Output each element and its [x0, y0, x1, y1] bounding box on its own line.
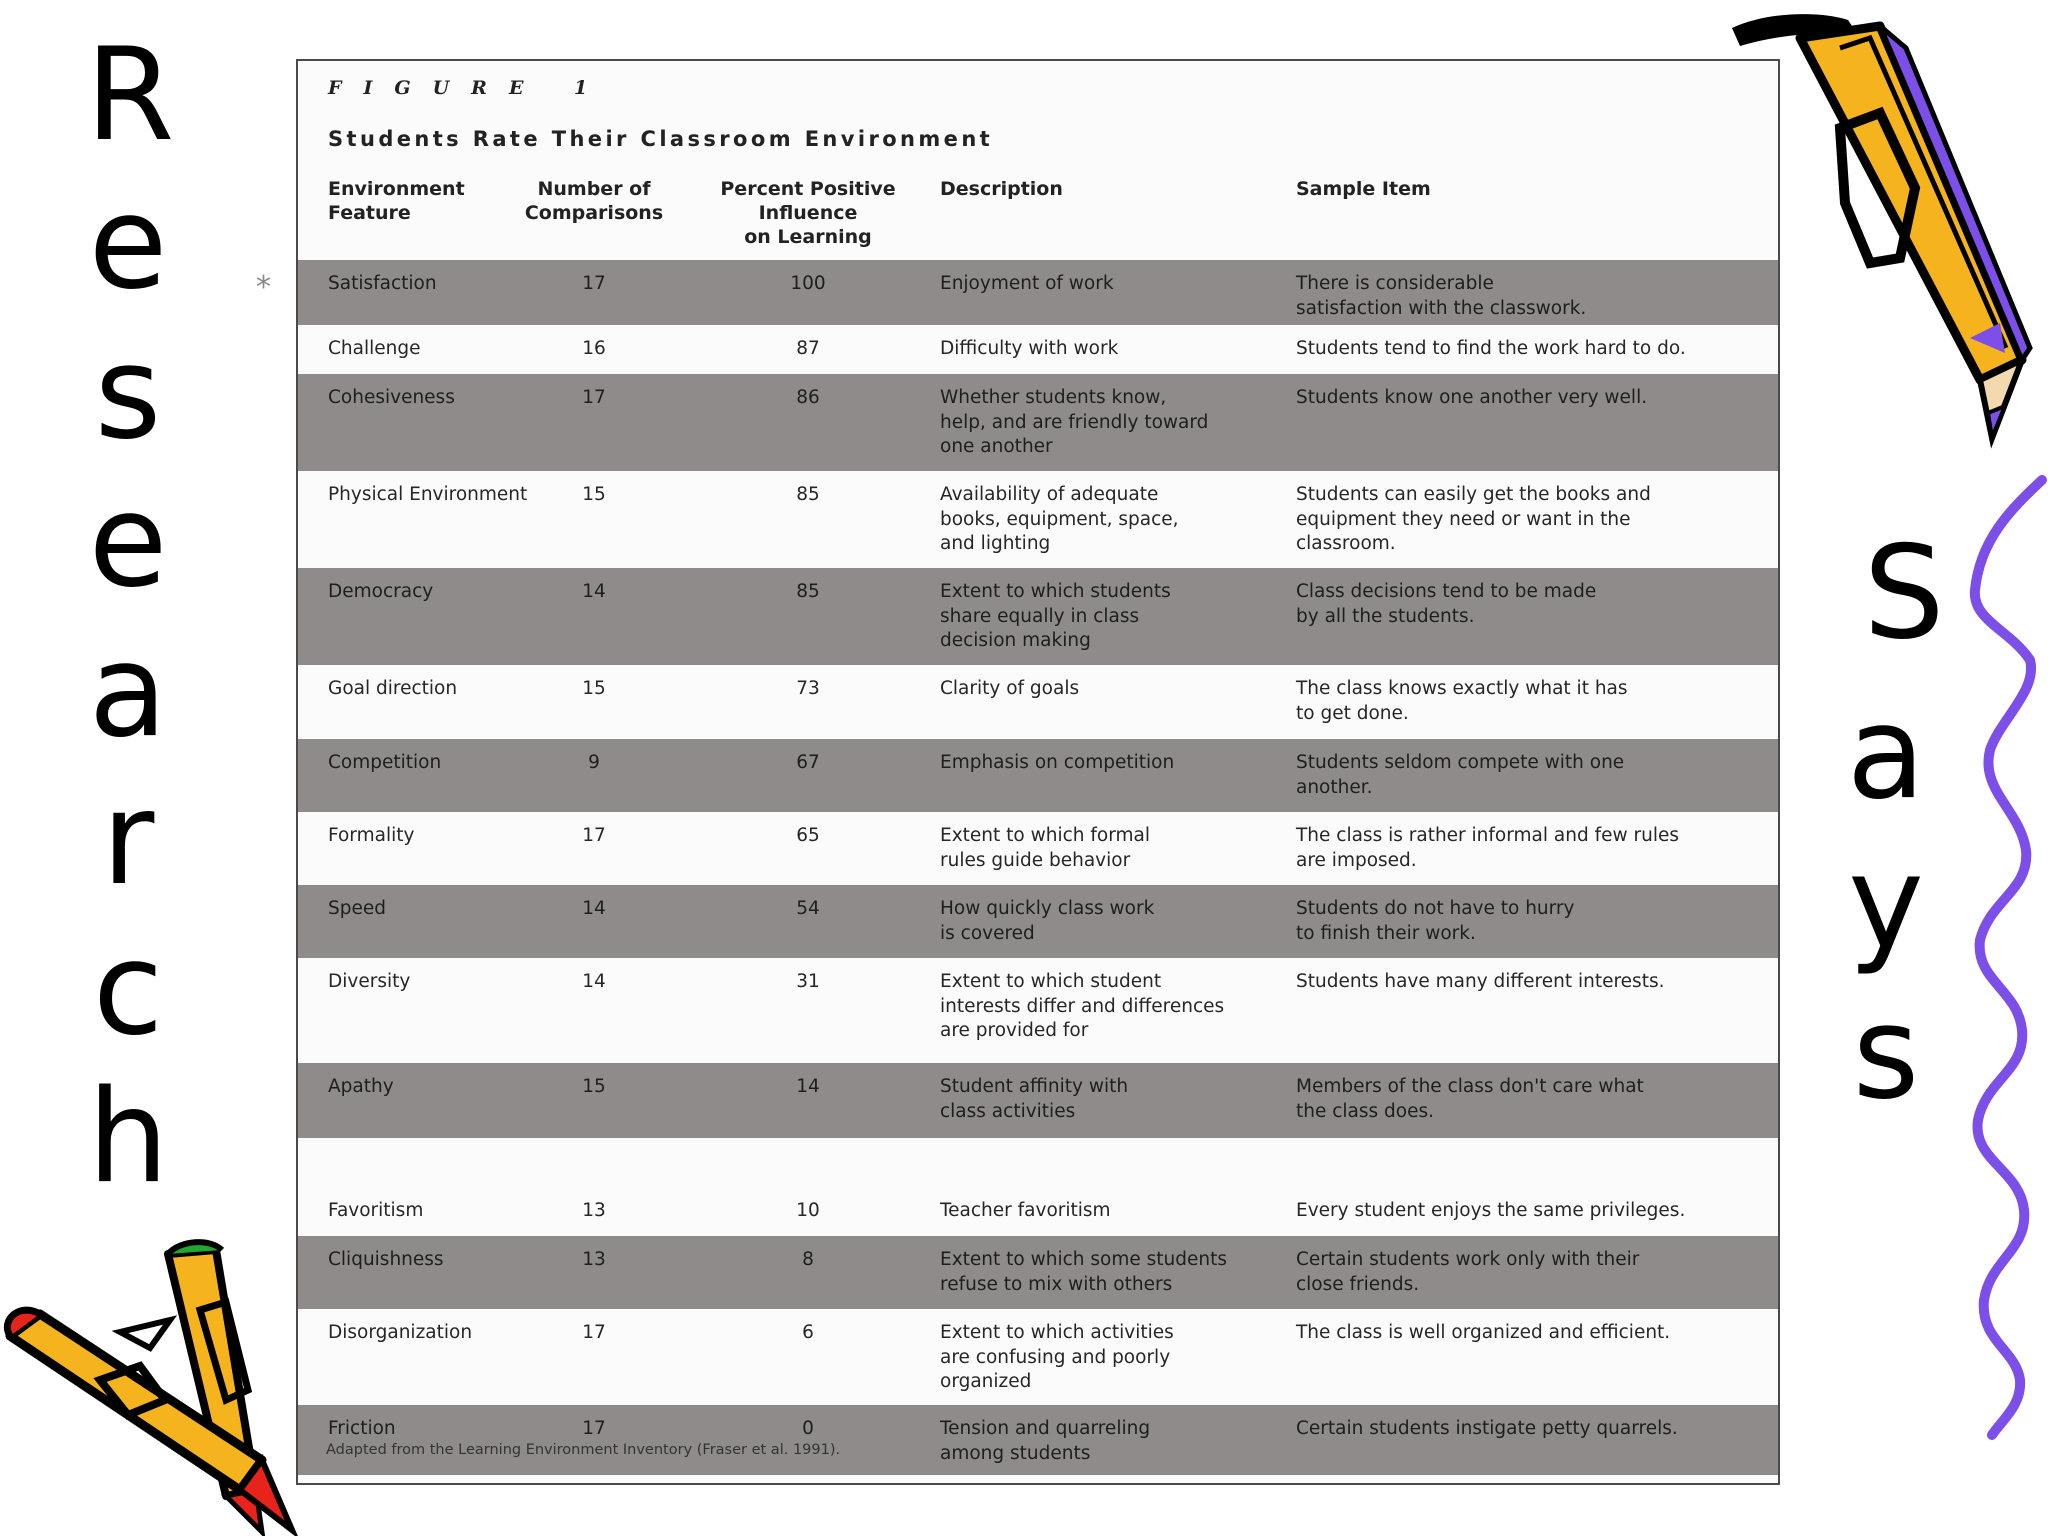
- cell-percent: 54: [796, 898, 820, 919]
- cell-feature: Goal direction: [328, 678, 458, 699]
- cell-description: Difficulty with work: [940, 338, 1119, 359]
- cell-description: Enjoyment of work: [940, 273, 1114, 294]
- cell-comparisons: 13: [582, 1249, 606, 1270]
- table-row: [298, 1236, 1778, 1309]
- cell-percent: 10: [796, 1200, 820, 1221]
- header-description: Description: [940, 178, 1063, 200]
- cell-description: Extent to which students share equally in class decision making: [940, 581, 1171, 651]
- cell-percent: 8: [802, 1249, 814, 1270]
- cell-feature: Cliquishness: [328, 1249, 444, 1270]
- cell-percent: 31: [796, 971, 820, 992]
- pencil-top-right-icon: [1730, 8, 2020, 488]
- cell-comparisons: 14: [582, 971, 606, 992]
- cell-percent: 6: [802, 1322, 814, 1343]
- side-letter: c: [92, 915, 164, 1064]
- cell-feature: Satisfaction: [328, 273, 437, 294]
- cell-sample: Students seldom compete with one another.: [1296, 752, 1625, 798]
- cell-percent: 86: [796, 387, 820, 408]
- side-letter: h: [87, 1063, 169, 1212]
- side-letter: e: [88, 467, 168, 616]
- cell-description: Clarity of goals: [940, 678, 1080, 699]
- cell-comparisons: 15: [582, 484, 606, 505]
- cell-comparisons: 17: [582, 387, 606, 408]
- table-row: [298, 568, 1778, 665]
- cell-sample: The class is rather informal and few rules are imposed.: [1296, 825, 1679, 871]
- table-row: [298, 1309, 1778, 1405]
- cell-sample: Class decisions tend to be made by all the students.: [1296, 581, 1597, 627]
- cell-feature: Formality: [328, 825, 415, 846]
- cell-sample: Certain students work only with their close friends.: [1296, 1249, 1640, 1295]
- cell-description: Tension and quarreling among students: [940, 1418, 1151, 1464]
- table-row: [298, 374, 1778, 471]
- cell-percent: 67: [796, 752, 820, 773]
- cell-feature: Apathy: [328, 1076, 394, 1097]
- cell-sample: Students tend to find the work hard to do.: [1296, 338, 1686, 359]
- cell-feature: Friction: [328, 1418, 396, 1439]
- side-letter: R: [85, 21, 175, 170]
- footnote: Adapted from the Learning Environment Inventory (Fraser et al. 1991).: [326, 1442, 841, 1458]
- cell-sample: Every student enjoys the same privileges.: [1296, 1200, 1686, 1221]
- cell-comparisons: 17: [582, 825, 606, 846]
- cell-percent: 73: [796, 678, 820, 699]
- cell-percent: 87: [796, 338, 820, 359]
- cell-feature: Speed: [328, 898, 386, 919]
- table-row: [298, 885, 1778, 958]
- cell-comparisons: 15: [582, 1076, 606, 1097]
- header-percent: Percent Positive Influence on Learning: [720, 178, 896, 248]
- side-letter: e: [88, 169, 168, 318]
- table-row: [298, 1063, 1778, 1138]
- cell-sample: Certain students instigate petty quarrels.: [1296, 1418, 1678, 1439]
- table-row: [298, 739, 1778, 812]
- cell-feature: Disorganization: [328, 1322, 473, 1343]
- cell-description: Emphasis on competition: [940, 752, 1175, 773]
- cell-comparisons: 13: [582, 1200, 606, 1221]
- table-row: [298, 665, 1778, 739]
- cell-comparisons: 17: [582, 1418, 606, 1439]
- cell-percent: 14: [796, 1076, 820, 1097]
- cell-description: Student affinity with class activities: [940, 1076, 1129, 1122]
- figure-panel: [296, 59, 1780, 1485]
- cell-comparisons: 17: [582, 1322, 606, 1343]
- table-row: [298, 260, 1778, 325]
- cell-sample: Students know one another very well.: [1296, 387, 1648, 408]
- cell-description: How quickly class work is covered: [940, 898, 1155, 944]
- table-row: [298, 1187, 1778, 1236]
- table-row: [298, 1405, 1778, 1475]
- cell-description: Extent to which formal rules guide behavior: [940, 825, 1150, 871]
- cell-percent: 65: [796, 825, 820, 846]
- side-letter: a: [1846, 679, 1926, 828]
- cell-feature: Favoritism: [328, 1200, 424, 1221]
- cell-comparisons: 9: [588, 752, 600, 773]
- cell-feature: Democracy: [328, 581, 434, 602]
- cell-feature: Cohesiveness: [328, 387, 455, 408]
- cell-sample: The class is well organized and efficient.: [1296, 1322, 1671, 1343]
- side-letter: a: [88, 617, 168, 766]
- cell-feature: Physical Environment: [328, 484, 528, 505]
- side-letter: S: [1863, 519, 1945, 668]
- cell-comparisons: 14: [582, 581, 606, 602]
- cell-sample: Students can easily get the books and equipment they need or want in the classroom.: [1296, 484, 1651, 554]
- cell-comparisons: 14: [582, 898, 606, 919]
- side-letter: y: [1848, 829, 1924, 978]
- asterisk-mark: *: [256, 270, 271, 305]
- cell-percent: 0: [802, 1418, 814, 1439]
- squiggle-line: [1950, 470, 2048, 1450]
- cell-percent: 85: [796, 484, 820, 505]
- table-row: [298, 958, 1778, 1063]
- cell-sample: Members of the class don't care what the class does.: [1296, 1076, 1644, 1122]
- cell-comparisons: 17: [582, 273, 606, 294]
- header-feature: Environment Feature: [328, 178, 465, 224]
- cell-feature: Competition: [328, 752, 442, 773]
- cell-comparisons: 16: [582, 338, 606, 359]
- pencils-bottom-left-icon: [0, 1240, 300, 1536]
- cell-sample: Students have many different interests.: [1296, 971, 1665, 992]
- cell-description: Extent to which some students refuse to mix with others: [940, 1249, 1227, 1295]
- side-letter: s: [94, 319, 162, 468]
- cell-feature: Challenge: [328, 338, 421, 359]
- cell-percent: 100: [790, 273, 826, 294]
- cell-description: Availability of adequate books, equipment, space, and lighting: [940, 484, 1179, 554]
- cell-description: Whether students know, help, and are friendly toward one another: [940, 387, 1209, 457]
- figure-label: FIGURE 1: [328, 77, 610, 99]
- side-letter: r: [101, 765, 155, 914]
- cell-percent: 85: [796, 581, 820, 602]
- cell-sample: The class knows exactly what it has to get done.: [1296, 678, 1628, 724]
- cell-feature: Diversity: [328, 971, 411, 992]
- table-row: [298, 812, 1778, 885]
- figure-title: Students Rate Their Classroom Environment: [328, 127, 994, 151]
- cell-comparisons: 15: [582, 678, 606, 699]
- side-letter: s: [1852, 979, 1920, 1128]
- cell-description: Teacher favoritism: [940, 1200, 1111, 1221]
- cell-sample: Students do not have to hurry to finish their work.: [1296, 898, 1575, 944]
- header-comparisons: Number of Comparisons: [524, 178, 664, 224]
- cell-sample: There is considerable satisfaction with the classwork.: [1296, 273, 1587, 319]
- table-row: [298, 471, 1778, 568]
- header-sample: Sample Item: [1296, 178, 1431, 200]
- cell-description: Extent to which activities are confusing and poorly organized: [940, 1322, 1174, 1392]
- cell-description: Extent to which student interests differ and differences are provided for: [940, 971, 1225, 1041]
- table-row: [298, 325, 1778, 374]
